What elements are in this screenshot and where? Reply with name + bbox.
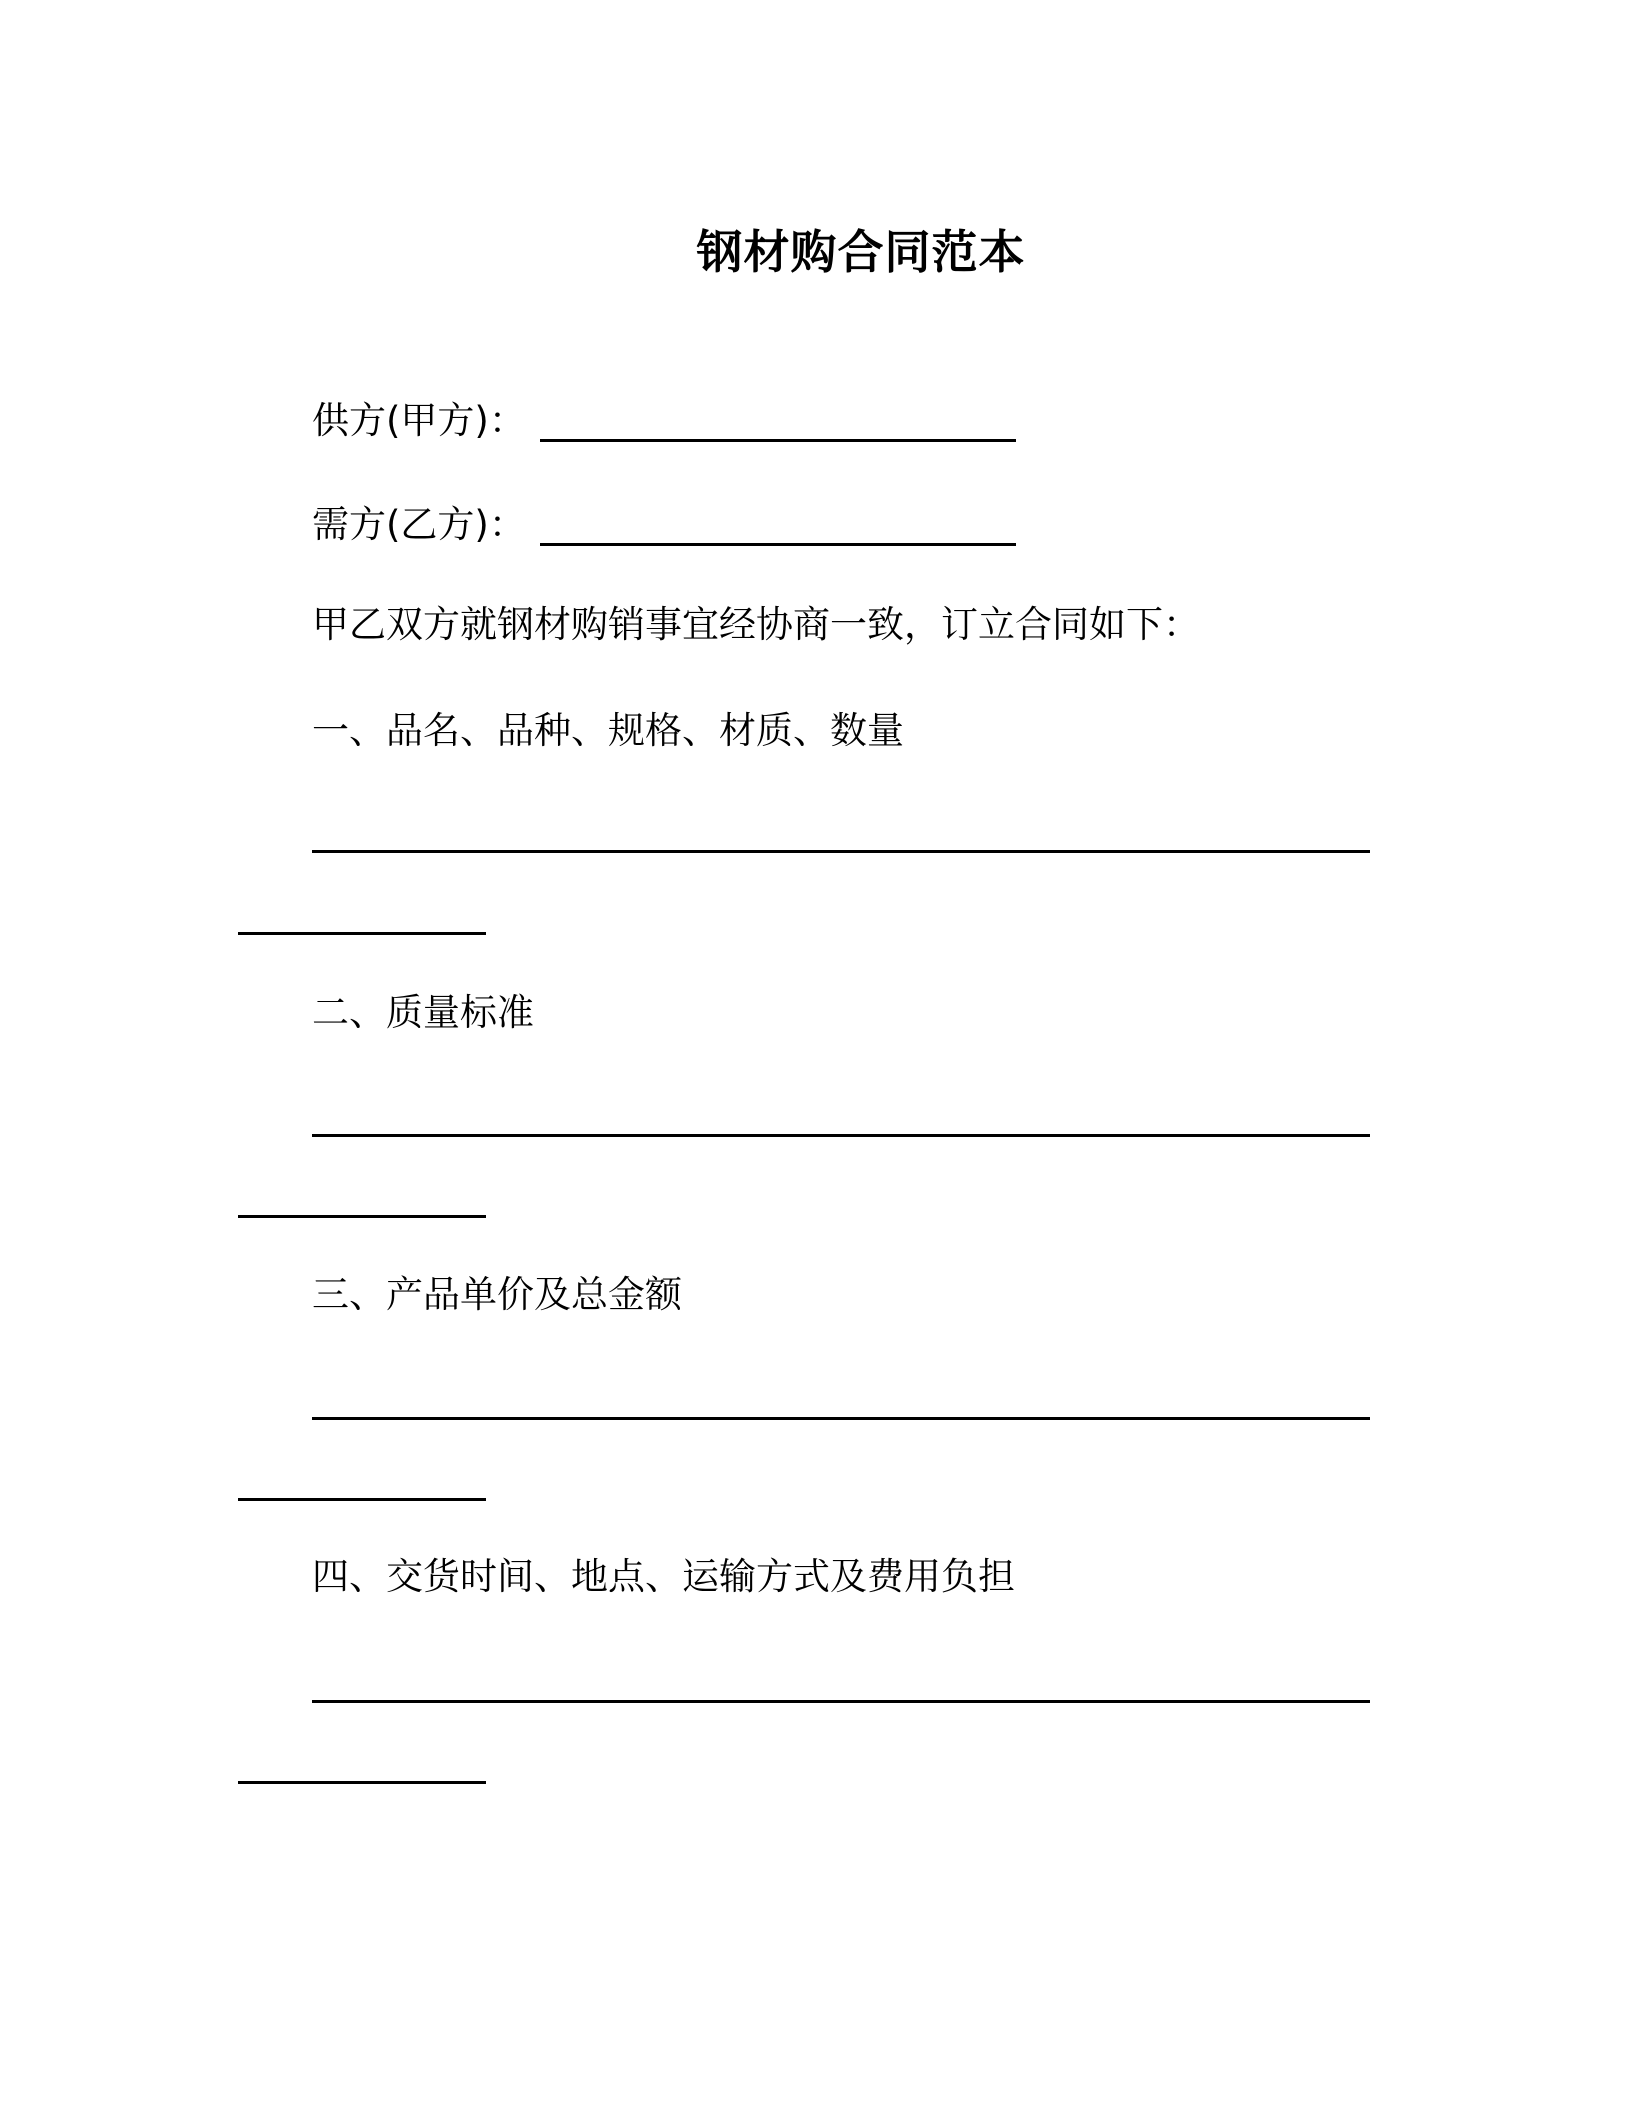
section-2-blank-line[interactable] (312, 1134, 1370, 1137)
section-heading-2: 二、质量标准 (312, 991, 534, 1034)
section-heading-1: 一、品名、品种、规格、材质、数量 (312, 709, 904, 752)
section-heading-4: 四、交货时间、地点、运输方式及费用负担 (312, 1555, 1015, 1598)
section-3-blank-line[interactable] (312, 1417, 1370, 1420)
section-3-blank-line-cont[interactable] (238, 1498, 486, 1501)
section-4-blank-line-cont[interactable] (238, 1781, 486, 1784)
section-2-blank-line-cont[interactable] (238, 1215, 486, 1218)
supplier-label: 供方(甲方)： (312, 399, 526, 442)
section-4-blank-line[interactable] (312, 1700, 1370, 1703)
section-heading-3: 三、产品单价及总金额 (312, 1273, 682, 1316)
supplier-line (312, 396, 1016, 446)
supplier-blank[interactable] (540, 407, 1016, 442)
buyer-blank[interactable] (540, 511, 1016, 546)
buyer-line (312, 500, 1016, 550)
buyer-label: 需方(乙方)： (312, 503, 526, 546)
section-1-blank-line-cont[interactable] (238, 932, 486, 935)
section-1-blank-line[interactable] (312, 850, 1370, 853)
document-title: 钢材购合同范本 (696, 225, 1026, 279)
intro-text: 甲乙双方就钢材购销事宜经协商一致，订立合同如下： (312, 603, 1200, 646)
